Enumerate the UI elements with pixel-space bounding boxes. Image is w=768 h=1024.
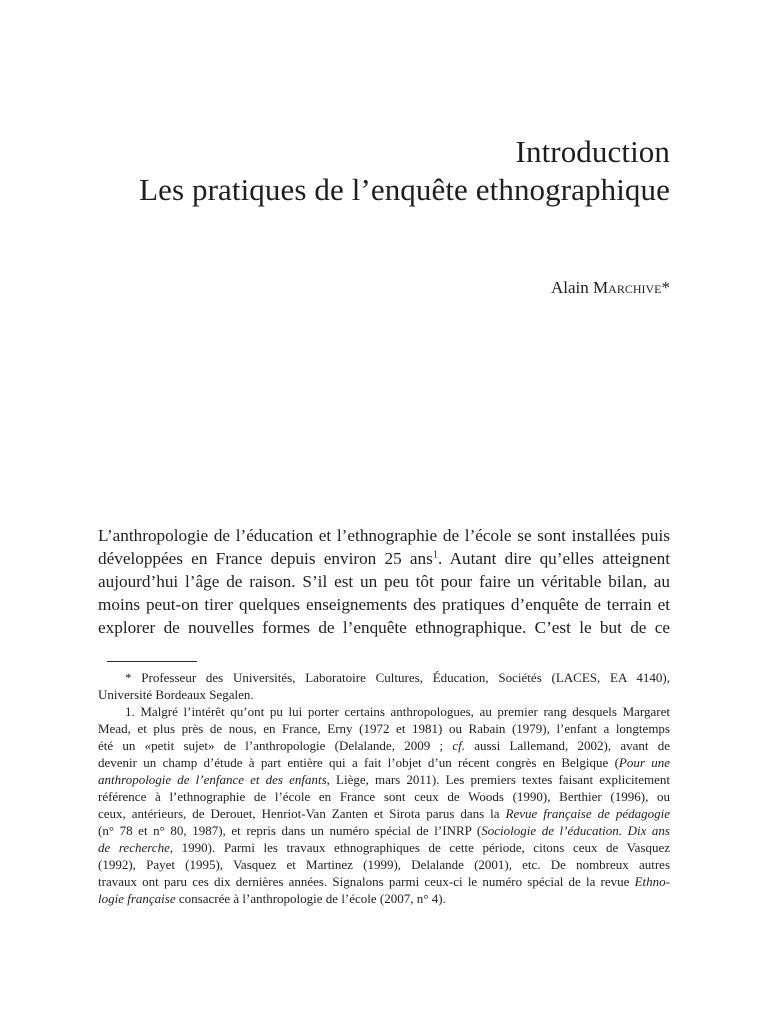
footnote-italic: de recherche	[98, 840, 170, 855]
footnote-line	[98, 771, 670, 788]
footnote-line: référence à l’ethnographie de l’école en France sont ceux de Woods (1990), Berthier (1996), ou	[98, 789, 670, 804]
footnote-line: 1. Malgré l’intérêt qu’ont pu lui porter certains anthropologues, au premier rang desquels Margaret	[125, 704, 670, 719]
footnote-italic: cf.	[452, 738, 465, 753]
footnote-text: travaux ont paru ces dix dernières années. Signalons parmi ceux-ci le numéro spécial de la revue	[98, 874, 635, 889]
author-last-name-initial: M	[593, 278, 609, 297]
footnote-italic: logie française	[98, 891, 176, 906]
footnote-text: (n° 78 et n° 80, 1987), et repris dans un numéro spécial de l’INRP (	[98, 823, 482, 838]
body-paragraph	[98, 524, 670, 639]
footnote-line: (1992), Payet (1995), Vasquez et Martinez (1999), Delalande (2001), etc. De nombreux autres	[98, 857, 670, 872]
footnote-line	[98, 805, 670, 822]
chapter-title-line-2: Les pratiques de l’enquête ethnographique	[139, 172, 670, 207]
body-line-text: développées en France depuis environ 25 ans	[98, 549, 433, 568]
footnote-line	[98, 839, 670, 856]
footnote-line: * Professeur des Universités, Laboratoire Cultures, Éducation, Sociétés (LACES, EA 4140),	[125, 670, 670, 685]
footnote-line: Université Bordeaux Segalen.	[98, 687, 254, 702]
footnote-line	[98, 754, 670, 771]
footnote-text: devenir un champ d’étude à part entière qui a fait l’objet d’un récent congrès en Belgique (	[98, 755, 619, 770]
body-line-text: . Autant dire qu’elles atteignent	[438, 549, 670, 568]
author-first-name: Alain	[551, 278, 594, 297]
author-last-name-rest: archive	[608, 278, 662, 297]
footnote-line	[98, 737, 670, 754]
body-line: aujourd’hui l’âge de raison. S’il est un peu tôt pour faire un véritable bilan, au	[98, 572, 670, 591]
footnote-line	[98, 890, 670, 907]
footnote-line: Mead, et plus près de nous, en France, Erny (1972 et 1981) ou Rabain (1979), l’enfant a longtemps	[98, 721, 670, 736]
footnote-italic: Sociologie de l’éducation. Dix ans	[481, 823, 670, 838]
footnote-text: , Liège, mars 2011). Les premiers textes faisant explicitement	[326, 772, 670, 787]
body-line: moins peut-on tirer quelques enseignements des pratiques d’enquête de terrain et	[98, 595, 670, 614]
chapter-title-line-1: Introduction	[515, 134, 670, 169]
body-line: explorer de nouvelles formes de l’enquête ethnographique. C’est le but de ce	[98, 618, 670, 637]
footnote-text: aussi Lallemand, 2002), avant de	[464, 738, 670, 753]
footnote-italic: Ethno-	[634, 874, 670, 889]
author-footnote-marker: *	[661, 278, 670, 297]
footnote-italic: Revue française de pédagogie	[505, 806, 670, 821]
chapter-title	[139, 133, 670, 209]
footnotes	[98, 669, 670, 907]
footnote-line	[98, 822, 670, 839]
footnote-separator	[107, 661, 197, 662]
footnote-line	[98, 873, 670, 890]
footnote-reference: 1	[432, 549, 438, 561]
footnote-text: , 1990). Parmi les travaux ethnographiques de cette période, citons ceux de Vasquez	[169, 840, 670, 855]
body-line	[98, 547, 670, 570]
footnote-text: été un «petit sujet» de l’anthropologie (Delalande, 2009 ;	[98, 738, 453, 753]
body-line: L’anthropologie de l’éducation et l’ethnographie de l’école se sont installées puis	[98, 526, 670, 545]
author-name	[551, 277, 670, 299]
footnote-italic: anthropologie de l’enfance et des enfants	[98, 772, 327, 787]
footnote-text: consacrée à l’anthropologie de l’école (2007, n° 4).	[175, 891, 446, 906]
footnote-text: ceux, antérieurs, de Derouet, Henriot-Van Zanten et Sirota parus dans la	[98, 806, 506, 821]
footnote-italic: Pour une	[618, 755, 670, 770]
